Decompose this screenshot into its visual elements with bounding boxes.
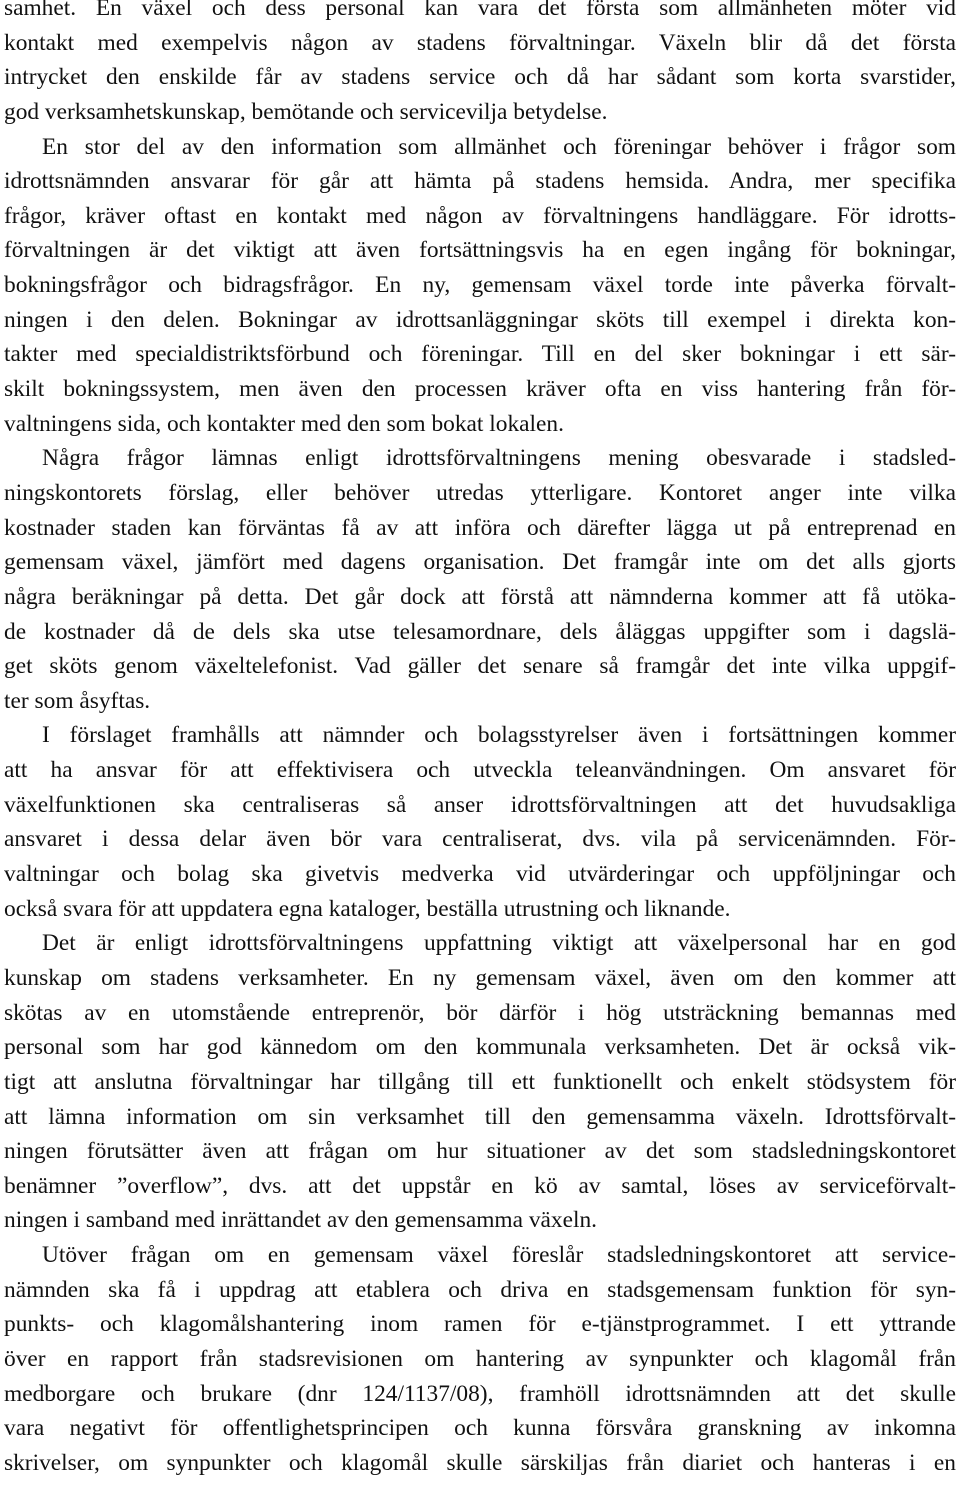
- text-line: skötas av en utomstående entreprenör, bör därför i hög utsträckning bemannas med: [4, 999, 956, 1026]
- text-line: gemensam växel, jämfört med dagens organisation. Det framgår inte om det alls gjorts: [4, 549, 956, 576]
- text-line: växelfunktionen ska centraliseras så anser idrottsförvaltningen att det huvudsakliga: [4, 791, 956, 818]
- text-line: samhet. En växel och dess personal kan vara det första som allmänheten möter vid: [4, 0, 956, 21]
- text-line: ansvaret i dessa delar även bör vara centraliserat, dvs. vila på servicenämnden. För-: [4, 826, 956, 853]
- text-line: tigt att anslutna förvaltningar har tillgång till ett funktionellt och enkelt stödsystem för: [4, 1068, 956, 1095]
- text-line: takter med specialdistriktsförbund och föreningar. Till en del sker bokningar i ett sär-: [4, 341, 956, 368]
- text-line: idrottsnämnden ansvarar för går att hämta på stadens hemsida. Andra, mer specifika: [4, 168, 956, 195]
- text-line: ningskontorets förslag, eller behöver utredas ytterligare. Kontoret anger inte vilka: [4, 479, 956, 506]
- text-line: över en rapport från stadsrevisionen om hantering av synpunkter och klagomål från: [4, 1345, 956, 1372]
- text-line: att lämna information om sin verksamhet till den gemensamma växeln. Idrottsförvalt-: [4, 1103, 956, 1130]
- text-line: ningen i den delen. Bokningar av idrottsanläggningar sköts till exempel i direkta kon-: [4, 306, 956, 333]
- text-line: frågor, kräver oftast en kontakt med någon av förvaltningens handläggare. För idrotts-: [4, 202, 956, 229]
- paragraph-6: [4, 1238, 956, 1480]
- text-line: ningen i samband med inrättandet av den gemensamma växeln.: [4, 1207, 598, 1234]
- text-line: att ha ansvar för att effektivisera och utveckla teleanvändningen. Om ansvaret för: [4, 757, 956, 784]
- text-line: I förslaget framhålls att nämnder och bolagsstyrelser även i fortsättningen kommer: [42, 722, 956, 749]
- text-line: Det är enligt idrottsförvaltningens uppfattning viktigt att växelpersonal har en god: [42, 930, 956, 957]
- text-line: Några frågor lämnas enligt idrottsförvaltningens mening obesvarade i stadsled-: [42, 445, 956, 472]
- text-line: skilt bokningssystem, men även den processen kräver ofta en viss hantering från för-: [4, 376, 956, 403]
- text-line: vara negativt för offentlighetsprincipen och kunna försvåra granskning av inkomna: [4, 1415, 956, 1442]
- document-page: [4, 0, 956, 1481]
- text-line: god verksamhetskunskap, bemötande och servicevilja betydelse.: [4, 98, 608, 125]
- paragraph-4: [4, 718, 956, 926]
- paragraph-2: [4, 130, 956, 442]
- text-line: punkts- och klagomålshantering inom ramen för e-tjänstprogrammet. I ett yttrande: [4, 1311, 956, 1338]
- text-line: Utöver frågan om en gemensam växel föreslår stadsledningskontoret att service-: [42, 1242, 956, 1269]
- text-line: också svara för att uppdatera egna kataloger, beställa utrustning och liknande.: [4, 895, 731, 922]
- text-line: get sköts genom växeltelefonist. Vad gäller det senare så framgår det inte vilka uppgif-: [4, 653, 956, 680]
- text-line: ter som åsyftas.: [4, 687, 151, 714]
- text-line: kostnader staden kan förväntas få av att införa och därefter lägga ut på entreprenad en: [4, 514, 956, 541]
- text-line: valtningar och bolag ska givetvis medverka vid utvärderingar och uppföljningar och: [4, 861, 956, 888]
- paragraph-1: [4, 0, 956, 130]
- text-line: skrivelser, om synpunkter och klagomål skulle särskiljas från diariet och hanteras i en: [4, 1449, 956, 1476]
- paragraph-5: [4, 926, 956, 1238]
- text-line: benämner ”overflow”, dvs. att det uppstår en kö av samtal, löses av serviceförvalt-: [4, 1172, 956, 1199]
- text-line: personal som har god kännedom om den kommunala verksamheten. Det är också vik-: [4, 1034, 956, 1061]
- text-line: några beräkningar på detta. Det går dock att förstå att nämnderna kommer att få utöka-: [4, 583, 956, 610]
- text-line: förvaltningen är det viktigt att även fortsättningsvis ha en egen ingång för bokningar,: [4, 237, 956, 264]
- text-line: kontakt med exempelvis någon av stadens förvaltningar. Växeln blir då det första: [4, 29, 956, 56]
- text-line: bokningsfrågor och bidragsfrågor. En ny, gemensam växel torde inte påverka förvalt-: [4, 272, 956, 299]
- text-line: medborgare och brukare (dnr 124/1137/08), framhöll idrottsnämnden att det skulle: [4, 1380, 956, 1407]
- text-line: nämnden ska få i uppdrag att etablera och driva en stadsgemensam funktion för syn-: [4, 1276, 956, 1303]
- text-line: valtningens sida, och kontakter med den som bokat lokalen.: [4, 410, 564, 437]
- text-line: intrycket den enskilde får av stadens service och då har sådant som korta svarstider,: [4, 64, 956, 91]
- paragraph-3: [4, 441, 956, 718]
- text-line: En stor del av den information som allmänhet och föreningar behöver i frågor som: [42, 133, 956, 160]
- text-line: ningen förutsätter även att frågan om hur situationer av det som stadsledningskontoret: [4, 1138, 956, 1165]
- text-line: de kostnader då de dels ska utse telesamordnare, dels åläggas uppgifter som i dagslä-: [4, 618, 956, 645]
- text-line: kunskap om stadens verksamheter. En ny gemensam växel, även om den kommer att: [4, 964, 956, 991]
